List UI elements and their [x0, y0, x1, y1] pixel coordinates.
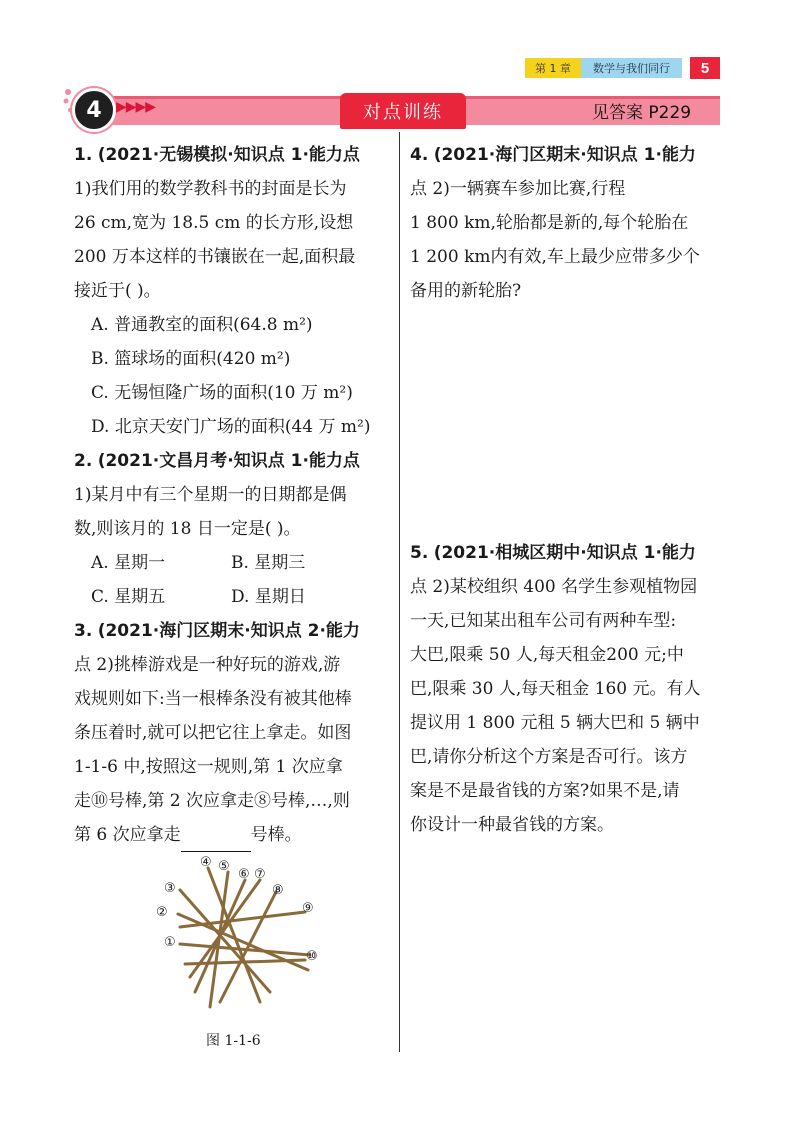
question-text-line: 点 2)挑棒游戏是一种好玩的游戏,游 — [74, 655, 341, 675]
question-1 — [74, 138, 394, 444]
question-text-line: 提议用 1 800 元租 5 辆大巴和 5 辆中 — [410, 713, 700, 733]
question-text-line: 走⑩号棒,第 2 次应拿走⑧号棒,…,则 — [74, 791, 350, 811]
option-d: D. 星期日 — [231, 587, 306, 607]
question-number: 5. — [410, 543, 429, 563]
page-number: 5 — [690, 57, 720, 79]
question-text-line: 巴,限乘 30 人,每天租金 160 元。有人 — [410, 679, 701, 699]
question-text-line: 条压着时,就可以把它往上拿走。如图 — [74, 723, 352, 743]
question-text-line: 1)我们用的数学教科书的封面是长为 — [74, 179, 347, 199]
label-4: ④ — [200, 855, 212, 870]
stick-4 — [208, 868, 260, 1002]
answer-blank — [181, 831, 251, 852]
question-source: (2021·相城区期中·知识点 1·能力 — [433, 543, 696, 563]
question-source: (2021·无锡模拟·知识点 1·能力点 — [97, 145, 360, 165]
question-text-line: 大巴,限乘 50 人,每天租金200 元;中 — [410, 645, 684, 665]
option-a: A. 普通教室的面积(64.8 m²) — [91, 315, 313, 335]
chapter-tab — [525, 58, 720, 78]
chapter-title: 数学与我们同行 — [581, 58, 682, 78]
section-number-badge: 4 — [72, 88, 116, 132]
section-title: 对点训练 — [340, 93, 466, 129]
question-text-line: 1-1-6 中,按照这一规则,第 1 次应拿 — [74, 757, 343, 777]
question-2 — [74, 444, 394, 614]
right-column — [410, 138, 730, 308]
label-1: ① — [164, 935, 176, 950]
question-text-line: 26 cm,宽为 18.5 cm 的长方形,设想 — [74, 213, 354, 233]
question-text-line: 点 2)一辆赛车参加比赛,行程 — [410, 179, 626, 199]
question-3 — [74, 614, 394, 852]
question-text-line: 巴,请你分析这个方案是否可行。该方 — [410, 747, 688, 767]
question-source: (2021·海门区期末·知识点 1·能力 — [433, 145, 696, 165]
question-number: 1. — [74, 145, 93, 165]
option-b: B. 星期三 — [231, 553, 306, 573]
label-3: ③ — [164, 881, 176, 896]
option-b: B. 篮球场的面积(420 m²) — [91, 349, 291, 369]
right-column-lower — [410, 536, 730, 842]
label-8: ⑧ — [272, 883, 284, 898]
pick-up-sticks-figure — [150, 852, 340, 1017]
question-text-line: 你设计一种最省钱的方案。 — [410, 815, 614, 835]
question-4 — [410, 138, 730, 308]
chapter-label: 第 1 章 — [525, 58, 581, 78]
option-a: A. 星期一 — [91, 553, 166, 573]
question-text-after-blank: 号棒。 — [250, 825, 302, 845]
label-5: ⑤ — [218, 859, 230, 874]
figure-caption: 图 1-1-6 — [206, 1033, 261, 1049]
question-number: 4. — [410, 145, 429, 165]
question-text-before-blank: 第 6 次应拿走 — [74, 825, 181, 845]
label-10: ⑩ — [306, 949, 318, 964]
question-text-line: 1 800 km,轮胎都是新的,每个轮胎在 — [410, 213, 689, 233]
option-d: D. 北京天安门广场的面积(44 万 m²) — [91, 417, 371, 437]
question-number: 2. — [74, 451, 93, 471]
arrow-decoration-icon: ▶▶▶▶ — [116, 99, 156, 115]
left-column — [74, 138, 394, 852]
label-9: ⑨ — [302, 901, 314, 916]
option-c: C. 无锡恒隆广场的面积(10 万 m²) — [91, 383, 353, 403]
question-text-line: 接近于( )。 — [74, 281, 161, 301]
label-2: ② — [156, 905, 168, 920]
question-text-line: 1 200 km内有效,车上最少应带多少个 — [410, 247, 700, 267]
question-source: (2021·文昌月考·知识点 1·能力点 — [97, 451, 360, 471]
question-source: (2021·海门区期末·知识点 2·能力 — [97, 621, 360, 641]
question-text-line: 200 万本这样的书镶嵌在一起,面积最 — [74, 247, 356, 267]
question-number: 3. — [74, 621, 93, 641]
option-c: C. 星期五 — [91, 587, 166, 607]
answer-reference: 见答案 P229 — [592, 103, 692, 123]
question-text-line: 点 2)某校组织 400 名学生参观植物园 — [410, 577, 698, 597]
question-text-line: 1)某月中有三个星期一的日期都是偶 — [74, 485, 347, 505]
question-text-line: 一天,已知某出租车公司有两种车型: — [410, 611, 677, 631]
question-text-line: 数,则该月的 18 日一定是( )。 — [74, 519, 301, 539]
column-divider — [399, 132, 400, 1052]
label-7: ⑦ — [254, 867, 266, 882]
question-text-line: 备用的新轮胎? — [410, 281, 522, 301]
question-text-line: 戏规则如下:当一根棒条没有被其他棒 — [74, 689, 352, 709]
question-5 — [410, 536, 730, 842]
stick-9 — [180, 912, 305, 927]
label-6: ⑥ — [238, 867, 250, 882]
question-text-line: 案是不是最省钱的方案?如果不是,请 — [410, 781, 680, 801]
